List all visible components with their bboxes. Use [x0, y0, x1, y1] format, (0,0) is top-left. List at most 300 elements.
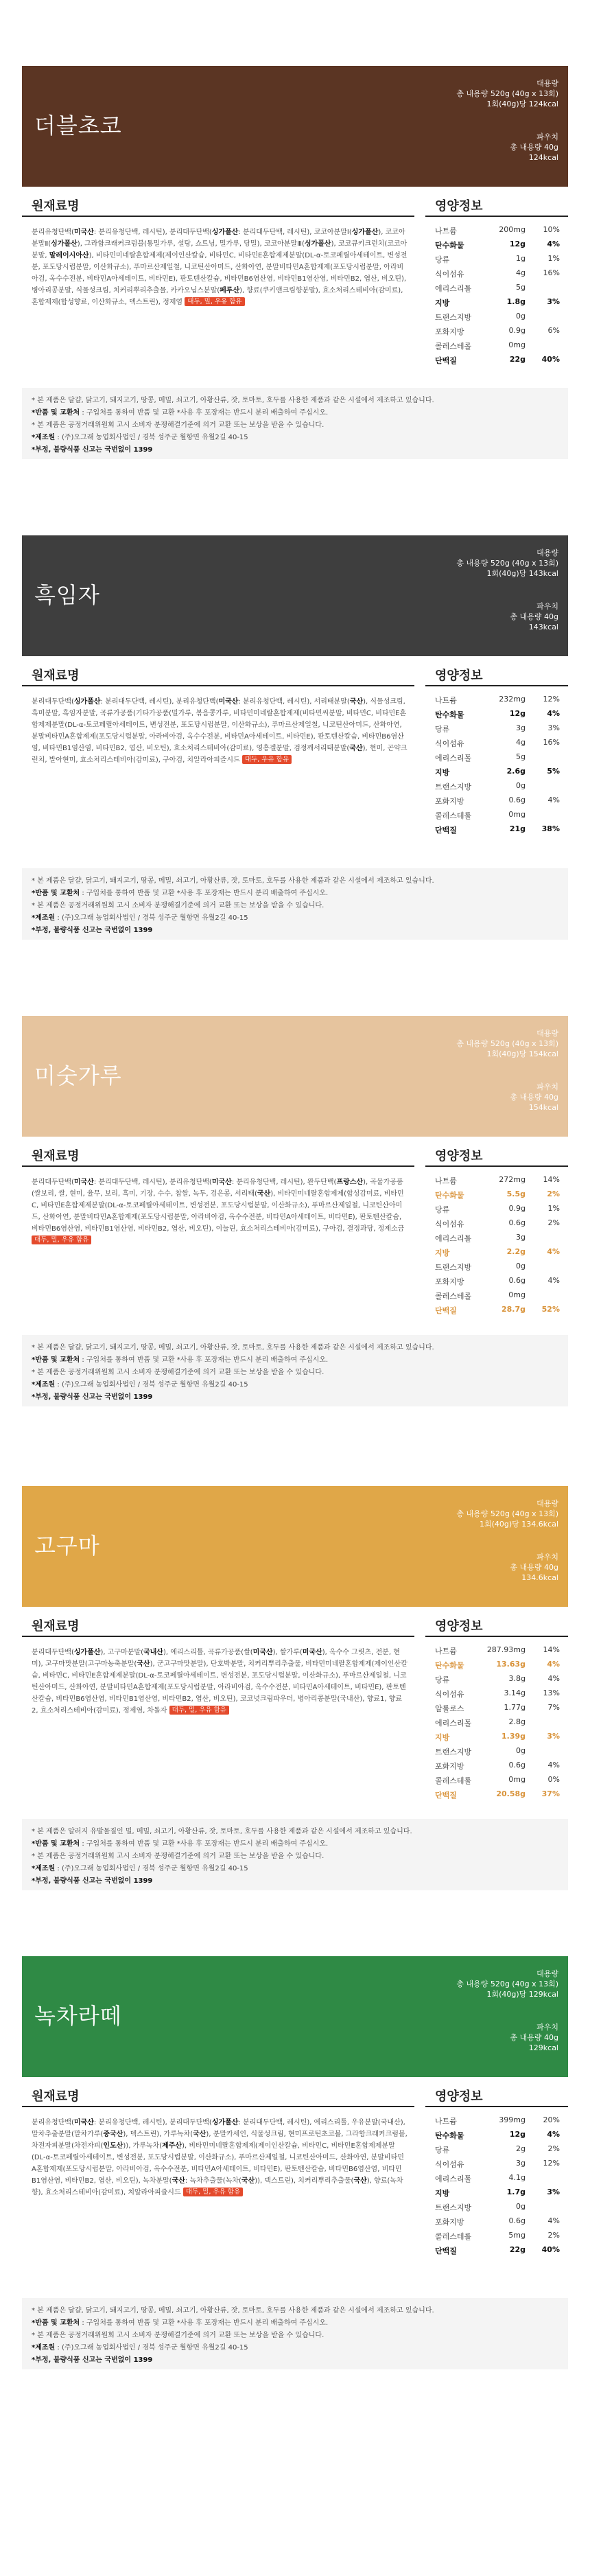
ingredients-segment: ), 코코아분말Ⅱ(	[32, 229, 405, 248]
notice-emphasis: *제조원	[32, 2344, 56, 2352]
nutrient-amount: 3g	[516, 1233, 526, 1242]
notice-text: * 본 제품은 공정거래위원회 고시 소비자 분쟁해결기준에 의거 교환 또는 보상을 받을 수 있습니다.	[32, 1853, 324, 1860]
nutrient-amount: 0mg	[508, 1775, 526, 1784]
ingredients-segment: 분리대두단백(	[32, 1649, 74, 1656]
nutrition-row	[425, 1201, 568, 1216]
nutrient-daily-value: 20%	[543, 2115, 560, 2124]
ingredients-segment: 분리대두단백(	[32, 698, 74, 706]
spec-pouch	[510, 132, 558, 163]
ingredients-segment: ), 코코큐키크런치(코코아분말,	[32, 240, 408, 259]
spec-bulk-line: 대용량	[536, 1969, 558, 1978]
nutrient-daily-value: 4%	[547, 240, 560, 248]
nutrient-amount: 1.7g	[506, 2188, 526, 2196]
nutrition-row	[425, 1172, 568, 1187]
ingredients-segment: ), 옥수수 그릿츠, 전분, 현미), 고구마맛분말(고구마농축분말(	[32, 1649, 400, 1668]
nutrient-daily-value: 16%	[543, 738, 560, 747]
spec-bulk-line: 대용량	[536, 1029, 558, 1038]
nutrient-daily-value: 5%	[547, 767, 560, 776]
spec-pouch	[510, 1082, 558, 1113]
notice-emphasis: *반품 및 교환처	[32, 1356, 80, 1364]
nutrient-daily-value: 2%	[547, 1190, 560, 1198]
ingredients-segment: : 분리유청단백, 레시틴), 완두단백(	[231, 1179, 337, 1186]
ingredients-segment: : 분리대두단백, 레시틴), 분리유청단백(	[93, 1179, 212, 1186]
nutrition-row	[425, 1259, 568, 1274]
nutrition-rule	[425, 1636, 568, 1637]
nutrition-row	[425, 1671, 568, 1686]
nutrient-amount: 4g	[516, 738, 526, 747]
origin-highlight: 싱가폴산	[304, 240, 331, 248]
nutrient-daily-value: 1%	[547, 254, 560, 263]
notice-text: * 본 제품은 달걀, 닭고기, 돼지고기, 땅콩, 메밀, 쇠고기, 아황산류, 잣, 토마토, 호두를 사용한 제품과 같은 시설에서 제조하고 있습니다.	[32, 2307, 434, 2314]
notice-line	[32, 875, 558, 887]
nutrient-name: 탄수화물	[435, 241, 464, 250]
allergen-badge: 대두, 밀, 우유 함유	[183, 2188, 243, 2196]
notice-box	[22, 2298, 568, 2369]
notice-line	[32, 407, 558, 419]
ingredients-rule	[22, 685, 414, 686]
spec-bulk-line: 총 내용량 520g (40g x 13회)	[456, 559, 558, 568]
spec-pouch	[510, 2022, 558, 2053]
nutrition-row	[425, 721, 568, 736]
notice-line	[32, 1354, 558, 1367]
nutrient-daily-value: 40%	[541, 2245, 560, 2254]
nutrition-title: 영양정보	[435, 199, 483, 213]
nutrition-row	[425, 1715, 568, 1730]
nutrient-daily-value: 7%	[547, 1703, 560, 1712]
nutrient-amount: 20.58g	[496, 1789, 526, 1798]
nutrient-amount: 1.8g	[506, 297, 526, 306]
nutrient-amount: 4.1g	[508, 2173, 526, 2182]
nutrition-row	[425, 1187, 568, 1202]
nutrient-name: 에리스리톨	[435, 1719, 472, 1728]
nutrition-row	[425, 1230, 568, 1245]
nutrition-row	[425, 1288, 568, 1303]
nutrient-amount: 399mg	[499, 2115, 526, 2124]
notice-line	[32, 444, 558, 456]
nutrient-name: 포화지방	[435, 1277, 464, 1286]
product-name: 미숫가루	[34, 1063, 122, 1089]
spec-bulk-line: 1회(40g)당 143kcal	[486, 569, 558, 578]
nutrient-amount: 5mg	[508, 2231, 526, 2240]
nutrient-name: 당류	[435, 725, 450, 734]
notice-box	[22, 868, 568, 940]
origin-highlight: 싱가폴산	[211, 229, 239, 236]
nutrient-daily-value: 4%	[547, 1276, 560, 1285]
nutrition-row	[425, 1302, 568, 1317]
notice-text: : (주)오그래 농업회사법인 / 경북 성주군 월항면 유월2길 40-15	[55, 1381, 248, 1389]
spec-bulk-line: 대용량	[536, 548, 558, 557]
nutrition-row	[425, 2185, 568, 2200]
nutrient-name: 식이섬유	[435, 2160, 464, 2169]
nutrient-amount: 287.93mg	[486, 1645, 526, 1654]
spec-bulk	[456, 1498, 558, 1529]
nutrient-daily-value: 2%	[547, 1218, 560, 1227]
origin-highlight: 국산	[241, 2177, 255, 2185]
ingredients-text	[32, 227, 408, 308]
nutrition-row	[425, 1657, 568, 1672]
ingredients-segment: : 분리대두단백, 레시틴), 코코아분말Ⅰ(	[238, 229, 352, 236]
nutrient-daily-value: 1%	[547, 1204, 560, 1213]
notice-emphasis: *제조원	[32, 1381, 56, 1389]
nutrient-name: 에리스리톨	[435, 2174, 472, 2183]
ingredients-text	[32, 696, 408, 766]
nutrient-amount: 13.63g	[496, 1660, 526, 1669]
notice-emphasis: *반품 및 교환처	[32, 2319, 80, 2327]
origin-highlight: 국산	[353, 2177, 367, 2185]
ingredients-segment: ), 에리스리톨, 곡류가공품(쌀(	[163, 1649, 253, 1656]
notice-line	[32, 900, 558, 912]
nutrient-amount: 0g	[516, 781, 526, 790]
ingredients-rule	[22, 2106, 414, 2107]
notice-text: : (주)오그래 농업회사법인 / 경북 성주군 월항면 유월2길 40-15	[55, 1865, 248, 1872]
notice-text: * 본 제품은 달걀, 닭고기, 돼지고기, 땅콩, 메밀, 쇠고기, 아황산류, 잣, 토마토, 호두를 사용한 제품과 같은 시설에서 제조하고 있습니다.	[32, 397, 434, 404]
origin-highlight: 국산	[257, 1190, 271, 1198]
nutrient-amount: 22g	[509, 2245, 526, 2254]
nutrient-amount: 0mg	[508, 1290, 526, 1299]
nutrition-row	[425, 2214, 568, 2229]
nutrient-name: 에리스리톨	[435, 284, 472, 293]
nutrient-name: 지방	[435, 768, 450, 777]
origin-highlight: 싱가폴산	[73, 1649, 101, 1656]
nutrition-row	[425, 1758, 568, 1773]
notice-emphasis: *제조원	[32, 914, 56, 922]
nutrient-name: 단백질	[435, 2247, 457, 2255]
notice-line	[32, 2342, 558, 2354]
notice-line	[32, 1391, 558, 1404]
nutrient-name: 트랜스지방	[435, 2203, 472, 2212]
nutrient-amount: 0mg	[508, 340, 526, 349]
spec-pouch-line: 129kcal	[528, 2043, 558, 2052]
origin-highlight: 미국산	[211, 1179, 232, 1186]
nutrient-name: 탄수화물	[435, 2131, 464, 2140]
product-name: 흑임자	[34, 582, 100, 608]
notice-box	[22, 388, 568, 459]
nutrient-daily-value: 14%	[543, 1645, 560, 1654]
nutrient-name: 탄수화물	[435, 1191, 464, 1200]
origin-highlight: 싱가폴산	[73, 698, 101, 706]
nutrient-amount: 232mg	[499, 695, 526, 704]
origin-highlight: 미국산	[302, 1649, 322, 1656]
spec-pouch-line: 총 내용량 40g	[510, 612, 558, 621]
nutrient-name: 콜레스테롤	[435, 2232, 472, 2241]
notice-line	[32, 2317, 558, 2330]
nutrient-amount: 0.6g	[508, 2216, 526, 2225]
ingredients-segment: ), 현미, 곤약크런치, 발아현미, 효소처리스테비아(감미료), 구아검, 치알라아피즐시드	[32, 745, 408, 764]
notice-line	[32, 1850, 558, 1863]
ingredients-segment: ), 식물성크림, 흑미분말, 흑임자분말, 곡류가공품(기타가공품(밀가루, 볶음콩가루, 비타민미네랄혼합제제(비타민씨분말, 비타민C, 비타민E혼합제제분말(DL-α-토코페릴아세테이트, 변성전분, 포도당시럽분말, 이산화규소), 푸마르산제일철, 니코틴산아미드, 산화아연, 분말비타민A혼합제제(포도당시럽분말, 아라비아검, 옥수수전분, 비타민A아세테이트, 비타민E), 판토텐산칼슘, 비타민B6염산염, 비타민B1염산염, 비타민B2, 엽산, 비오틴), 효소처리스테비아(감미료), 영흥겔분말, 검정깨서리태분말(	[32, 698, 407, 752]
spec-bulk-line: 1회(40g)당 154kcal	[486, 1049, 558, 1058]
notice-text: * 본 제품은 공정거래위원회 고시 소비자 분쟁해결기준에 의거 교환 또는 보상을 받을 수 있습니다.	[32, 2332, 324, 2339]
nutrient-name: 단백질	[435, 1306, 457, 1315]
nutrient-name: 당류	[435, 2146, 450, 2155]
origin-highlight: 국산	[172, 2177, 185, 2185]
ingredients-segment: ), 비타민미네랄혼합제제(	[270, 1190, 346, 1198]
notice-line	[32, 912, 558, 925]
nutrient-amount: 2.2g	[506, 1247, 526, 1256]
ingredients-segment: ), 비타민미네랄혼합제제(제이인산칼슘, 비타민C, 비타민E혼합제제분말(DL-α-토코페릴아세테이트, 변성전분, 포도당시럽분말, 이산화규소), 푸마르산제일철, 니코틴산아미드, 산화아연, 분말비타민A혼합제제(포도당시럽분말, 아라비아검, 옥수수전분, 비타민A아세테이트, 비타민E), 판토텐산칼슘, 비타민B6염산염, 비타민B1염산염, 비타민B2, 엽산, 비오틴), 병아리콩분말, 식물성크림, 치커리뿌리추출물, 카카오닙스분말(	[32, 252, 408, 294]
ingredients-segment: ), 곡물가공품(쌀보리, 쌀, 현미, 율무, 보리, 흑미, 기장, 수수, 찹쌀, 녹두, 검은콩, 서리태(	[32, 1179, 403, 1198]
nutrient-name: 트랜스지방	[435, 1748, 472, 1756]
product-name: 더블초코	[34, 113, 122, 139]
notice-emphasis: *부정, 불량식품 신고는 국번없이 1399	[32, 1393, 153, 1401]
origin-highlight: 국산	[137, 1660, 150, 1668]
nutrition-row	[425, 237, 568, 252]
notice-text: * 본 제품은 알러지 유발물질인 밀, 메밀, 쇠고기, 아황산류, 잣, 토마토, 호두를 사용한 제품과 같은 시설에서 제조하고 있습니다.	[32, 1828, 412, 1835]
product-info	[22, 656, 568, 842]
nutrition-rule	[425, 685, 568, 686]
ingredients-title: 원재료명	[32, 1149, 80, 1163]
nutrient-amount: 0.9g	[508, 326, 526, 335]
nutrient-amount: 0.6g	[508, 1276, 526, 1285]
ingredients-rule	[22, 1165, 414, 1167]
nutrient-amount: 1g	[516, 254, 526, 263]
nutrition-row	[425, 735, 568, 750]
nutrient-daily-value: 12%	[543, 695, 560, 704]
nutrient-daily-value: 10%	[543, 225, 560, 234]
nutrient-name: 당류	[435, 1675, 450, 1684]
nutrient-daily-value: 38%	[541, 824, 560, 833]
nutrient-amount: 12g	[509, 709, 526, 718]
notice-text: : (주)오그래 농업회사법인 / 경북 성주군 월항면 유월2길 40-15	[55, 434, 248, 441]
nutrition-row	[425, 2127, 568, 2142]
spec-bulk-line: 총 내용량 520g (40g x 13회)	[456, 1980, 558, 1988]
origin-highlight: 프랑스산	[336, 1179, 364, 1186]
ingredients-segment: ), 비타민미네랄혼합제제(제이인산칼슘, 비타민C, 비타민E혼합제제분말(DL-α-토코페릴아세테이트, 변성전분, 포도당시럽분말, 이산화규소), 푸마르산제일철, 니코틴산아미드, 산화아연, 분말비타민A혼합제제(포도당시럽분말, 아라비아검, 옥수수전분, 비타민A아세테이트, 비타민E), 판토텐산칼슘, 비타민B6염산염, 비타민B1염산염, 비타민B2, 엽산, 비오틴), 녹차분말(	[32, 2142, 404, 2185]
nutrient-daily-value: 4%	[547, 1761, 560, 1769]
ingredients-segment: ), 고구마분말(	[100, 1649, 143, 1656]
spec-bulk-line: 1회(40g)당 134.6kcal	[479, 1520, 558, 1529]
nutrient-amount: 12g	[509, 240, 526, 248]
nutrition-row	[425, 2156, 568, 2171]
ingredients-segment: : 분리대두단백, 레시틴), 에리스리톨, 우유분말(국내산), 말차추출분말(말차가루(	[32, 2119, 405, 2138]
notice-text: : 구입처를 통하여 반품 및 교환 *사용 후 포장재는 반드시 분리 배출하여 주십시오.	[80, 890, 329, 897]
nutrient-amount: 12g	[509, 2130, 526, 2139]
notice-line	[32, 1379, 558, 1391]
allergen-badge: 대두, 밀, 우유 함유	[32, 1235, 91, 1244]
nutrient-name: 에리스리톨	[435, 754, 472, 763]
nutrition-row	[425, 750, 568, 765]
nutrient-name: 포화지방	[435, 327, 464, 336]
nutrient-name: 단백질	[435, 1791, 457, 1800]
nutrient-daily-value: 0%	[547, 1775, 560, 1784]
nutrient-name: 당류	[435, 1205, 450, 1214]
nutrient-amount: 3.8g	[508, 1674, 526, 1683]
notice-text: * 본 제품은 달걀, 닭고기, 돼지고기, 땅콩, 메밀, 쇠고기, 아황산류, 잣, 토마토, 호두를 사용한 제품과 같은 시설에서 제조하고 있습니다.	[32, 877, 434, 885]
origin-highlight: 미국산	[73, 1179, 94, 1186]
nutrient-amount: 3g	[516, 2159, 526, 2168]
nutrient-amount: 5.5g	[506, 1190, 526, 1198]
ingredients-segment: ), 분말카세인, 식물성크림, 현미프로틴초코볼, 그라함크래커크럼블, 차전자피분말(차전자피(	[32, 2131, 408, 2150]
notice-line	[32, 2354, 558, 2367]
product-info	[22, 1137, 568, 1334]
spec-pouch-line: 154kcal	[528, 1103, 558, 1112]
nutrition-row	[425, 807, 568, 822]
nutrient-daily-value: 16%	[543, 268, 560, 277]
nutrient-daily-value: 40%	[541, 355, 560, 364]
nutrition-title: 영양정보	[435, 669, 483, 683]
origin-highlight: 국산	[349, 745, 363, 752]
nutrient-daily-value: 12%	[543, 2159, 560, 2168]
spec-pouch-line: 총 내용량 40g	[510, 2033, 558, 2042]
nutrition-row	[425, 1686, 568, 1701]
product-banner	[22, 1486, 568, 1607]
ingredients-rule	[22, 1636, 414, 1637]
allergen-badge: 대두, 밀, 우유 함유	[169, 1706, 229, 1715]
notice-text: * 본 제품은 공정거래위원회 고시 소비자 분쟁해결기준에 의거 교환 또는 보상을 받을 수 있습니다.	[32, 902, 324, 909]
nutrient-name: 알룰로스	[435, 1704, 464, 1713]
origin-highlight: 미국산	[218, 698, 239, 706]
nutrient-daily-value: 4%	[547, 2130, 560, 2139]
notice-emphasis: *부정, 불량식품 신고는 국번없이 1399	[32, 927, 153, 934]
nutrition-row	[425, 793, 568, 808]
nutrient-amount: 0.9g	[508, 1204, 526, 1213]
spec-pouch-line: 총 내용량 40g	[510, 1093, 558, 1102]
nutrient-amount: 0g	[516, 1746, 526, 1755]
origin-highlight: 국산	[349, 698, 364, 706]
nutrition-title: 영양정보	[435, 1149, 483, 1163]
nutrient-name: 당류	[435, 255, 450, 264]
origin-highlight: 미국산	[252, 1649, 273, 1656]
nutrient-name: 포화지방	[435, 1762, 464, 1771]
nutrient-name: 나트륨	[435, 696, 457, 705]
spec-bulk	[456, 1969, 558, 1999]
nutrient-daily-value: 2%	[547, 2231, 560, 2240]
nutrient-name: 식이섬유	[435, 739, 464, 748]
nutrient-daily-value: 2%	[547, 2144, 560, 2153]
nutrient-daily-value: 4%	[547, 1247, 560, 1256]
spec-bulk-line: 대용량	[536, 1499, 558, 1508]
nutrition-row	[425, 2142, 568, 2157]
notice-line	[32, 395, 558, 407]
spec-pouch-line: 파우치	[536, 1553, 558, 1562]
spec-pouch-line: 파우치	[536, 2023, 558, 2032]
nutrient-name: 콜레스테롤	[435, 1292, 472, 1301]
nutrition-row	[425, 2170, 568, 2185]
nutrient-name: 식이섬유	[435, 1220, 464, 1229]
ingredients-title: 원재료명	[32, 199, 80, 213]
product-banner	[22, 535, 568, 656]
notice-line	[32, 925, 558, 937]
nutrient-name: 트랜스지방	[435, 313, 472, 322]
notice-text: : 구입처를 통하여 반품 및 교환 *사용 후 포장재는 반드시 분리 배출하여 주십시오.	[80, 1356, 329, 1364]
nutrient-amount: 21g	[509, 824, 526, 833]
nutrition-row	[425, 323, 568, 338]
nutrient-name: 포화지방	[435, 2218, 464, 2227]
nutrient-daily-value: 6%	[547, 326, 560, 335]
notice-text: : 구입처를 통하여 반품 및 교환 *사용 후 포장재는 반드시 분리 배출하여 주십시오.	[80, 409, 329, 417]
nutrition-row	[425, 309, 568, 324]
nutrient-name: 트랜스지방	[435, 1263, 472, 1272]
nutrient-daily-value: 4%	[547, 796, 560, 804]
spec-pouch-line: 143kcal	[528, 623, 558, 631]
nutrient-amount: 0.6g	[508, 1761, 526, 1769]
nutrient-daily-value: 3%	[547, 723, 560, 732]
ingredients-rule	[22, 216, 414, 217]
notice-line	[32, 2330, 558, 2342]
nutrient-daily-value: 3%	[547, 2188, 560, 2196]
notice-emphasis: *부정, 불량식품 신고는 국번없이 1399	[32, 1877, 153, 1885]
nutrient-daily-value: 4%	[547, 1660, 560, 1669]
ingredients-segment: : 분리유청단백, 레시틴), 서리태분말(	[238, 698, 350, 706]
nutrient-name: 지방	[435, 1733, 450, 1742]
nutrition-row	[425, 294, 568, 310]
nutrient-daily-value: 52%	[541, 1305, 560, 1314]
ingredients-segment: ), 향료(쿠키앤크림향분말), 효소처리스테비아(감미료), 혼합제제(합성향료, 이산화규소, 덱스트린), 정제염	[32, 287, 403, 306]
nutrient-daily-value: 4%	[547, 709, 560, 718]
nutrient-daily-value: 4%	[547, 2216, 560, 2225]
nutrient-name: 포화지방	[435, 797, 464, 806]
nutrient-amount: 3.14g	[504, 1689, 526, 1697]
spec-pouch-line: 파우치	[536, 1082, 558, 1091]
nutrition-row	[425, 2199, 568, 2214]
allergen-badge: 대두, 밀, 우유 함유	[185, 297, 244, 306]
nutrient-name: 나트륨	[435, 2117, 457, 2126]
ingredients-text	[32, 2117, 408, 2198]
spec-bulk-line: 총 내용량 520g (40g x 13회)	[456, 1039, 558, 1048]
ingredients-segment: ), 쌀가루(	[272, 1649, 303, 1656]
nutrient-amount: 0mg	[508, 810, 526, 819]
nutrient-amount: 0g	[516, 2202, 526, 2211]
nutrition-row	[425, 764, 568, 779]
ingredients-text	[32, 1647, 408, 1717]
nutrition-row	[425, 2242, 568, 2258]
nutrient-amount: 28.7g	[501, 1305, 526, 1314]
nutrition-row	[425, 1787, 568, 1802]
spec-pouch-line: 총 내용량 40g	[510, 1563, 558, 1572]
product-name: 녹차라떼	[34, 2003, 122, 2029]
product-info	[22, 2077, 568, 2297]
spec-bulk	[456, 1028, 558, 1059]
nutrient-name: 콜레스테롤	[435, 1776, 472, 1785]
ingredients-segment: 분리유청단백(	[32, 2119, 74, 2126]
notice-emphasis: *제조원	[32, 1865, 56, 1872]
nutrient-amount: 1.77g	[504, 1703, 526, 1712]
nutrition-rule	[425, 1165, 568, 1167]
nutrient-amount: 0.6g	[508, 796, 526, 804]
nutrient-amount: 22g	[509, 355, 526, 364]
nutrient-amount: 2.8g	[508, 1717, 526, 1726]
spec-pouch-line: 134.6kcal	[521, 1573, 558, 1582]
nutrition-row	[425, 251, 568, 266]
spec-pouch-line: 총 내용량 40g	[510, 143, 558, 152]
nutrition-row	[425, 1743, 568, 1759]
nutrient-name: 지방	[435, 2189, 450, 2198]
nutrition-row	[425, 352, 568, 367]
notice-text: : 구입처를 통하여 반품 및 교환 *사용 후 포장재는 반드시 분리 배출하여 주십시오.	[80, 2319, 329, 2327]
nutrient-name: 식이섬유	[435, 270, 464, 279]
spec-pouch	[510, 601, 558, 632]
nutrient-daily-value: 3%	[547, 1732, 560, 1741]
ingredients-segment: 분리대두단백(	[32, 1179, 74, 1186]
product-name: 고구마	[34, 1533, 100, 1559]
notice-text: : (주)오그래 농업회사법인 / 경북 성주군 월항면 유월2길 40-15	[55, 914, 248, 922]
notice-line	[32, 1826, 558, 1838]
spec-pouch-line: 124kcal	[528, 153, 558, 162]
nutrient-amount: 5g	[516, 283, 526, 292]
nutrient-daily-value: 4%	[547, 1674, 560, 1683]
spec-bulk-line: 1회(40g)당 129kcal	[486, 1990, 558, 1999]
nutrient-name: 콜레스테롤	[435, 811, 472, 820]
nutrient-amount: 0g	[516, 312, 526, 321]
nutrient-amount: 2g	[516, 2144, 526, 2153]
spec-bulk-line: 총 내용량 520g (40g x 13회)	[456, 89, 558, 98]
origin-highlight: 싱가폴산	[211, 2119, 239, 2126]
notice-text: : (주)오그래 농업회사법인 / 경북 성주군 월항면 유월2길 40-15	[55, 2344, 248, 2352]
nutrient-amount: 0.6g	[508, 1218, 526, 1227]
ingredients-segment: : 분리유청단백, 레시틴), 분리대두단백(	[93, 2119, 212, 2126]
page-top-spacer	[0, 0, 590, 66]
origin-highlight: 국산	[193, 2131, 206, 2138]
